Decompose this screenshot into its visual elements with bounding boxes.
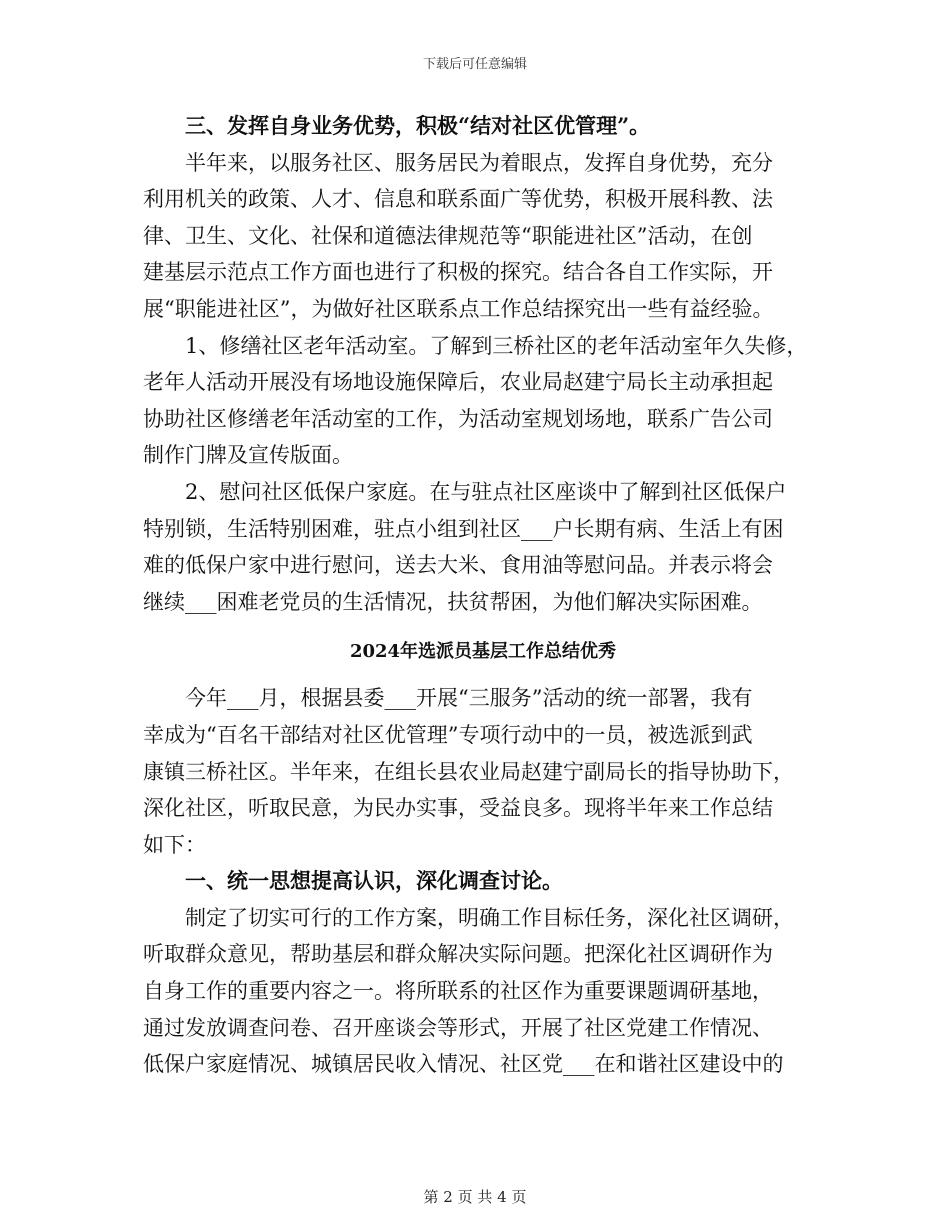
paragraph-line: 协助社区修缮老年活动室的工作，为活动室规划场地，联系广告公司 (143, 406, 773, 431)
paragraph-line: 自身工作的重要内容之一。将所联系的社区作为重要课题调研基地， (143, 979, 773, 1004)
paragraph-line: 继续___困难老党员的生活情况，扶贫帮困，为他们解决实际困难。 (143, 589, 763, 614)
paragraph-line: 利用机关的政策、人才、信息和联系面广等优势，积极开展科教、法 (143, 187, 773, 212)
document-title: 2024年选派员基层工作总结优秀 (349, 641, 617, 663)
paragraph-line: 展“职能进社区”，为做好社区联系点工作总结探究出一些有益经验。 (143, 296, 774, 321)
paragraph-line: 律、卫生、文化、社保和道德法律规范等“职能进社区”活动，在创 (143, 223, 753, 248)
paragraph-line: 1、修缮社区老年活动室。了解到三桥社区的老年活动室年久失修， (185, 333, 808, 358)
header-note: 下载后可任意编辑 (422, 57, 527, 72)
paragraph-line: 如下： (143, 832, 206, 857)
paragraph-line: 幸成为“百名干部结对社区优管理”专项行动中的一员，被选派到武 (143, 722, 753, 747)
paragraph-line: 通过发放调查问卷、召开座谈会等形式，开展了社区党建工作情况、 (143, 1015, 773, 1040)
document-body (143, 108, 823, 1083)
paragraph-line: 康镇三桥社区。半年来，在组长县农业局赵建宁副局长的指导协助下， (143, 759, 794, 784)
section-heading: 一、统一思想提高认识，深化调查讨论。 (185, 868, 563, 894)
paragraph-line: 制作门牌及宣传版面。 (143, 443, 353, 468)
paragraph-line: 深化社区，听取民意，为民办实事，受益良多。现将半年来工作总结 (143, 796, 773, 821)
paragraph-line: 建基层示范点工作方面也进行了积极的探究。结合各自工作实际，开 (143, 260, 773, 285)
paragraph-line: 2、慰问社区低保户家庭。在与驻点社区座谈中了解到社区低保户 (185, 479, 787, 504)
page-footer: 第 2 页 共 4 页 (423, 1188, 527, 1206)
paragraph-line: 半年来，以服务社区、服务居民为着眼点，发挥自身优势，充分 (185, 150, 773, 175)
paragraph-line: 低保户家庭情况、城镇居民收入情况、社区党___在和谐社区建设中的 (143, 1052, 784, 1077)
paragraph-line: 今年___月，根据县委___开展“三服务”活动的统一部署，我有 (185, 686, 753, 711)
paragraph-line: 老年人活动开展没有场地设施保障后，农业局赵建宁局长主动承担起 (143, 370, 773, 395)
paragraph-line: 特别锁，生活特别困难，驻点小组到社区___户长期有病、生活上有困 (143, 516, 784, 541)
paragraph-line: 听取群众意见，帮助基层和群众解决实际问题。把深化社区调研作为 (143, 942, 773, 967)
paragraph-line: 难的低保户家中进行慰问，送去大米、食用油等慰问品。并表示将会 (143, 553, 773, 578)
section-heading: 三、发挥自身业务优势，积极“结对社区优管理”。 (185, 113, 651, 138)
paragraph-line: 制定了切实可行的工作方案，明确工作目标任务，深化社区调研， (185, 905, 794, 930)
